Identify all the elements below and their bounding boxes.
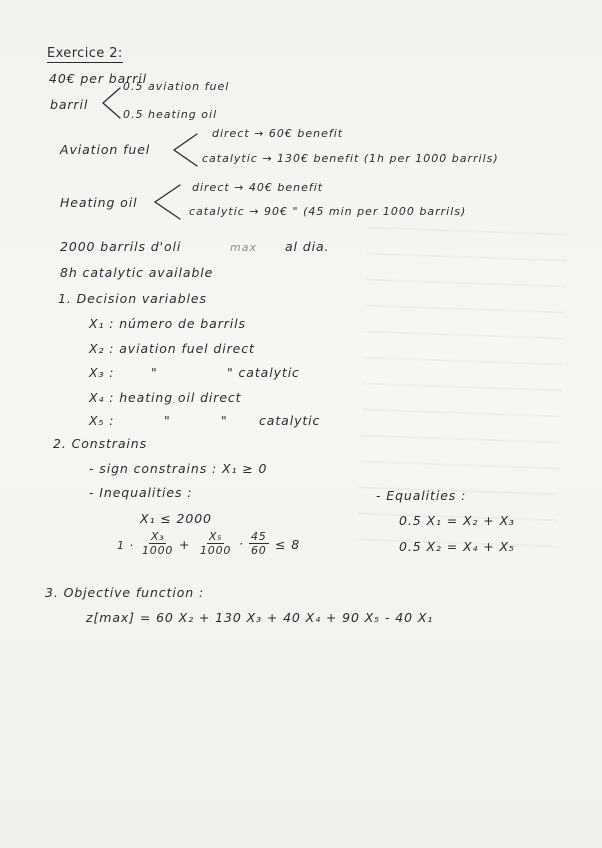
variable-x2: X₂ : aviation fuel direct [89, 341, 255, 356]
inequality-hours-plus: + [179, 537, 191, 552]
section-constraints: 2. Constrains [53, 436, 148, 451]
fraction-minutes-denominator: 60 [251, 544, 267, 557]
variable-x3-name: X₃ : [89, 365, 115, 380]
inequality-hours-fraction-minutes [249, 530, 269, 557]
variable-x3-ditto: " [151, 365, 158, 380]
inequality-hours-fraction-x3 [140, 530, 175, 557]
show-through-bleed [356, 227, 567, 554]
per-day: al dia. [285, 239, 330, 254]
variable-x5-rest: catalytic [259, 413, 321, 428]
fraction-x3-denominator: 1000 [142, 544, 174, 557]
barrels-of-oil: 2000 barrils d'oli [60, 239, 182, 254]
equalities-label: - Equalities : [376, 488, 467, 503]
aviation-bracket [171, 132, 199, 168]
heating-catalytic: catalytic → 90€ " (45 min per 1000 barrils) [189, 205, 467, 218]
max-note: max [230, 241, 257, 254]
branch-aviation-fuel: 0.5 aviation fuel [123, 80, 230, 93]
variable-x1: X₁ : número de barrils [89, 316, 246, 331]
fraction-minutes-numerator: 45 [251, 530, 267, 543]
inequalities-label: - Inequalities : [89, 485, 193, 500]
fraction-x3-numerator: X₃ [150, 530, 165, 543]
heating-oil-label: Heating oil [60, 195, 138, 210]
inequality-hours-dot: · [239, 536, 244, 551]
objective-function: z[max] = 60 X₂ + 130 X₃ + 40 X₄ + 90 X₅ - 40 X₁ [86, 610, 434, 625]
inequality-hours-rhs: ≤ 8 [275, 537, 301, 552]
barril-label: barril [50, 97, 89, 112]
branch-heating-oil: 0.5 heating oil [123, 108, 218, 121]
price-per-barrel: 40€ per barril [49, 71, 147, 86]
aviation-catalytic: catalytic → 130€ benefit (1h per 1000 barrils) [202, 152, 499, 165]
barril-split-bracket [100, 86, 122, 120]
exercise-title: Exercice 2: [47, 46, 123, 61]
variable-x5-ditto-1: " [164, 413, 171, 428]
heating-direct: direct → 40€ benefit [192, 181, 324, 194]
heating-bracket [152, 183, 182, 221]
variable-x4: X₄ : heating oil direct [89, 390, 242, 405]
catalytic-hours-available: 8h catalytic available [60, 265, 214, 280]
fraction-x5-numerator: X₅ [208, 530, 223, 543]
variable-x3-rest: " catalytic [227, 365, 300, 380]
equality-1: 0.5 X₁ = X₂ + X₃ [399, 513, 515, 528]
aviation-fuel-label: Aviation fuel [60, 142, 151, 157]
sign-constraints: - sign constrains : X₁ ≥ 0 [89, 461, 268, 476]
aviation-direct: direct → 60€ benefit [212, 127, 344, 140]
variable-x5-ditto-2: " [221, 413, 228, 428]
fraction-x5-denominator: 1000 [200, 544, 232, 557]
inequality-hours-fraction-x5 [198, 530, 233, 557]
inequality-barrels: X₁ ≤ 2000 [140, 511, 212, 526]
equality-2: 0.5 X₂ = X₄ + X₅ [399, 539, 515, 554]
inequality-hours-coefficient: 1 · [117, 539, 134, 552]
section-decision-variables: 1. Decision variables [58, 291, 207, 306]
variable-x5-name: X₅ : [89, 413, 115, 428]
section-objective-function: 3. Objective function : [45, 585, 205, 600]
